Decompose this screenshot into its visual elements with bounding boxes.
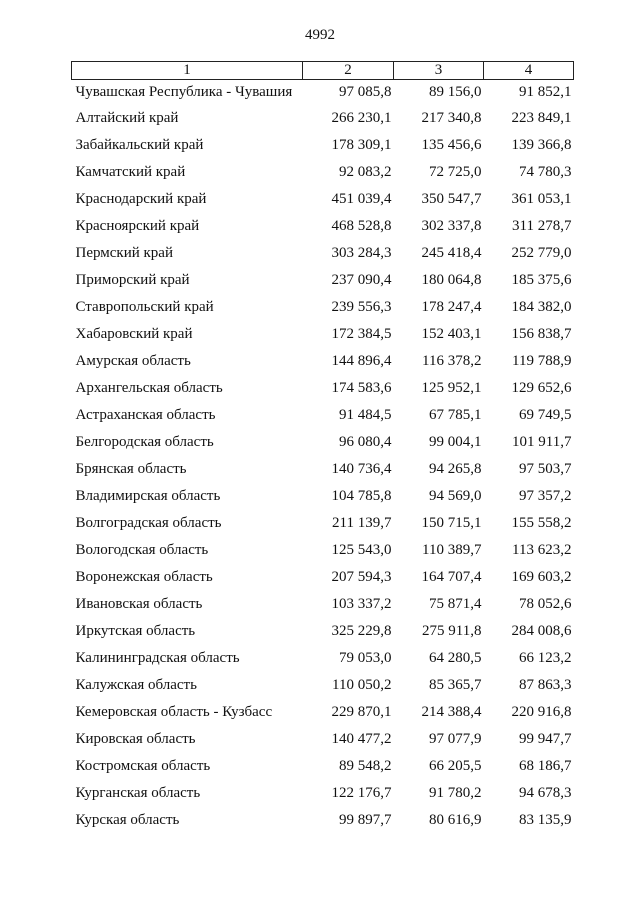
value-col2-cell: 303 284,3	[331, 245, 392, 261]
table-row	[72, 510, 574, 537]
region-name-cell: Иркутская область	[75, 623, 196, 639]
region-name-cell: Костромская область	[75, 758, 211, 774]
table-row	[72, 645, 574, 672]
region-name-cell: Кировская область	[75, 731, 196, 747]
value-col2-cell: 79 053,0	[339, 650, 392, 666]
page-number: 4992	[305, 27, 335, 43]
table-row	[72, 699, 574, 726]
value-col2-cell: 144 896,4	[331, 353, 392, 369]
value-col4-cell: 113 623,2	[512, 542, 572, 558]
column-header-4: 4	[484, 62, 574, 80]
value-col3-cell: 125 952,1	[421, 380, 482, 396]
table-row	[72, 618, 574, 645]
value-col3-cell: 91 780,2	[429, 785, 482, 801]
value-col2-cell: 122 176,7	[331, 785, 392, 801]
value-col3-cell: 94 569,0	[429, 488, 482, 504]
region-name-cell: Белгородская область	[75, 434, 214, 450]
region-name-cell: Чувашская Республика - Чувашия	[75, 84, 293, 100]
table-header	[72, 62, 574, 80]
value-col4-cell: 66 123,2	[519, 650, 572, 666]
value-col3-cell: 99 004,1	[429, 434, 482, 450]
value-col2-cell: 125 543,0	[331, 542, 392, 558]
value-col4-cell: 94 678,3	[519, 785, 572, 801]
table-row	[72, 240, 574, 267]
table-row	[72, 159, 574, 186]
value-col3-cell: 214 388,4	[421, 704, 482, 720]
value-col4-cell: 139 366,8	[511, 137, 572, 153]
value-col2-cell: 103 337,2	[331, 596, 392, 612]
region-name-cell: Хабаровский край	[75, 326, 193, 342]
value-col3-cell: 217 340,8	[421, 110, 482, 126]
value-col3-cell: 75 871,4	[429, 596, 482, 612]
value-col2-cell: 207 594,3	[331, 569, 392, 585]
value-col2-cell: 266 230,1	[331, 110, 392, 126]
value-col4-cell: 83 135,9	[519, 812, 572, 828]
value-col3-cell: 85 365,7	[429, 677, 482, 693]
value-col2-cell: 211 139,7	[332, 515, 392, 531]
value-col3-cell: 245 418,4	[421, 245, 482, 261]
table-body	[72, 80, 574, 835]
table-row	[72, 537, 574, 564]
value-col4-cell: 78 052,6	[519, 596, 572, 612]
table-row	[72, 753, 574, 780]
region-name-cell: Воронежская область	[75, 569, 213, 585]
table-row	[72, 105, 574, 132]
value-col4-cell: 156 838,7	[511, 326, 572, 342]
region-name-cell: Пермский край	[75, 245, 173, 261]
value-col2-cell: 96 080,4	[339, 434, 392, 450]
header-row	[72, 62, 574, 80]
value-col4-cell: 169 603,2	[511, 569, 572, 585]
value-col4-cell: 185 375,6	[511, 272, 572, 288]
table-row	[72, 321, 574, 348]
column-header-2: 2	[303, 62, 394, 80]
value-col4-cell: 68 186,7	[519, 758, 572, 774]
value-col3-cell: 64 280,5	[429, 650, 482, 666]
table-row	[72, 348, 574, 375]
value-col4-cell: 74 780,3	[519, 164, 572, 180]
value-col4-cell: 220 916,8	[511, 704, 572, 720]
value-col2-cell: 239 556,3	[331, 299, 392, 315]
value-col2-cell: 92 083,2	[339, 164, 392, 180]
table-row	[72, 591, 574, 618]
value-col3-cell: 116 378,2	[422, 353, 482, 369]
value-col2-cell: 451 039,4	[331, 191, 392, 207]
table-row	[72, 807, 574, 834]
value-col4-cell: 101 911,7	[512, 434, 572, 450]
region-name-cell: Камчатский край	[75, 164, 186, 180]
column-header-1: 1	[72, 62, 303, 80]
value-col3-cell: 94 265,8	[429, 461, 482, 477]
value-col4-cell: 311 278,7	[512, 218, 572, 234]
region-name-cell: Волгоградская область	[75, 515, 222, 531]
table-row	[72, 402, 574, 429]
value-col3-cell: 97 077,9	[429, 731, 482, 747]
value-col4-cell: 223 849,1	[511, 110, 572, 126]
value-col4-cell: 97 357,2	[519, 488, 572, 504]
table-row	[72, 672, 574, 699]
value-col3-cell: 302 337,8	[421, 218, 482, 234]
value-col2-cell: 325 229,8	[331, 623, 392, 639]
table-row	[72, 429, 574, 456]
table-row	[72, 294, 574, 321]
region-name-cell: Приморский край	[75, 272, 190, 288]
region-name-cell: Ставропольский край	[75, 299, 214, 315]
value-col4-cell: 97 503,7	[519, 461, 572, 477]
value-col2-cell: 110 050,2	[332, 677, 392, 693]
region-name-cell: Курганская область	[75, 785, 201, 801]
table-row	[72, 186, 574, 213]
value-col2-cell: 178 309,1	[331, 137, 392, 153]
region-name-cell: Архангельская область	[75, 380, 223, 396]
region-name-cell: Калужская область	[75, 677, 197, 693]
value-col2-cell: 89 548,2	[339, 758, 392, 774]
value-col3-cell: 67 785,1	[429, 407, 482, 423]
value-col3-cell: 66 205,5	[429, 758, 482, 774]
value-col3-cell: 180 064,8	[421, 272, 482, 288]
column-header-3: 3	[394, 62, 484, 80]
value-col4-cell: 69 749,5	[519, 407, 572, 423]
region-name-cell: Краснодарский край	[75, 191, 207, 207]
value-col3-cell: 80 616,9	[429, 812, 482, 828]
value-col4-cell: 99 947,7	[519, 731, 572, 747]
table-row	[72, 564, 574, 591]
region-name-cell: Алтайский край	[75, 110, 179, 126]
table-row	[72, 213, 574, 240]
value-col4-cell: 87 863,3	[519, 677, 572, 693]
table-row	[72, 375, 574, 402]
data-table	[71, 61, 574, 834]
region-name-cell: Ивановская область	[75, 596, 203, 612]
value-col3-cell: 89 156,0	[429, 84, 482, 100]
value-col2-cell: 468 528,8	[331, 218, 392, 234]
region-name-cell: Вологодская область	[75, 542, 209, 558]
value-col4-cell: 129 652,6	[511, 380, 572, 396]
value-col2-cell: 140 736,4	[331, 461, 392, 477]
region-name-cell: Владимирская область	[75, 488, 221, 504]
table-row	[72, 267, 574, 294]
region-name-cell: Забайкальский край	[75, 137, 204, 153]
value-col3-cell: 72 725,0	[429, 164, 482, 180]
table-row	[72, 483, 574, 510]
region-name-cell: Калининградская область	[75, 650, 240, 666]
value-col3-cell: 350 547,7	[421, 191, 482, 207]
value-col4-cell: 284 008,6	[511, 623, 572, 639]
region-name-cell: Курская область	[75, 812, 180, 828]
value-col4-cell: 252 779,0	[511, 245, 572, 261]
value-col3-cell: 275 911,8	[422, 623, 482, 639]
region-name-cell: Амурская область	[75, 353, 191, 369]
value-col2-cell: 99 897,7	[339, 812, 392, 828]
value-col3-cell: 150 715,1	[421, 515, 482, 531]
region-name-cell: Кемеровская область - Кузбасс	[75, 704, 273, 720]
value-col3-cell: 135 456,6	[421, 137, 482, 153]
value-col3-cell: 164 707,4	[421, 569, 482, 585]
table-row	[72, 780, 574, 807]
table-row	[72, 80, 574, 106]
value-col2-cell: 91 484,5	[339, 407, 392, 423]
region-name-cell: Красноярский край	[75, 218, 200, 234]
value-col2-cell: 174 583,6	[331, 380, 392, 396]
value-col2-cell: 172 384,5	[331, 326, 392, 342]
value-col4-cell: 184 382,0	[511, 299, 572, 315]
value-col2-cell: 237 090,4	[331, 272, 392, 288]
value-col2-cell: 104 785,8	[331, 488, 392, 504]
value-col2-cell: 97 085,8	[339, 84, 392, 100]
table-row	[72, 132, 574, 159]
value-col2-cell: 229 870,1	[331, 704, 392, 720]
region-name-cell: Астраханская область	[75, 407, 216, 423]
value-col2-cell: 140 477,2	[331, 731, 392, 747]
value-col4-cell: 155 558,2	[511, 515, 572, 531]
table-row	[72, 456, 574, 483]
value-col4-cell: 361 053,1	[511, 191, 572, 207]
value-col3-cell: 152 403,1	[421, 326, 482, 342]
region-name-cell: Брянская область	[75, 461, 187, 477]
table-row	[72, 726, 574, 753]
value-col4-cell: 91 852,1	[519, 84, 572, 100]
value-col4-cell: 119 788,9	[512, 353, 572, 369]
value-col3-cell: 178 247,4	[421, 299, 482, 315]
value-col3-cell: 110 389,7	[422, 542, 482, 558]
